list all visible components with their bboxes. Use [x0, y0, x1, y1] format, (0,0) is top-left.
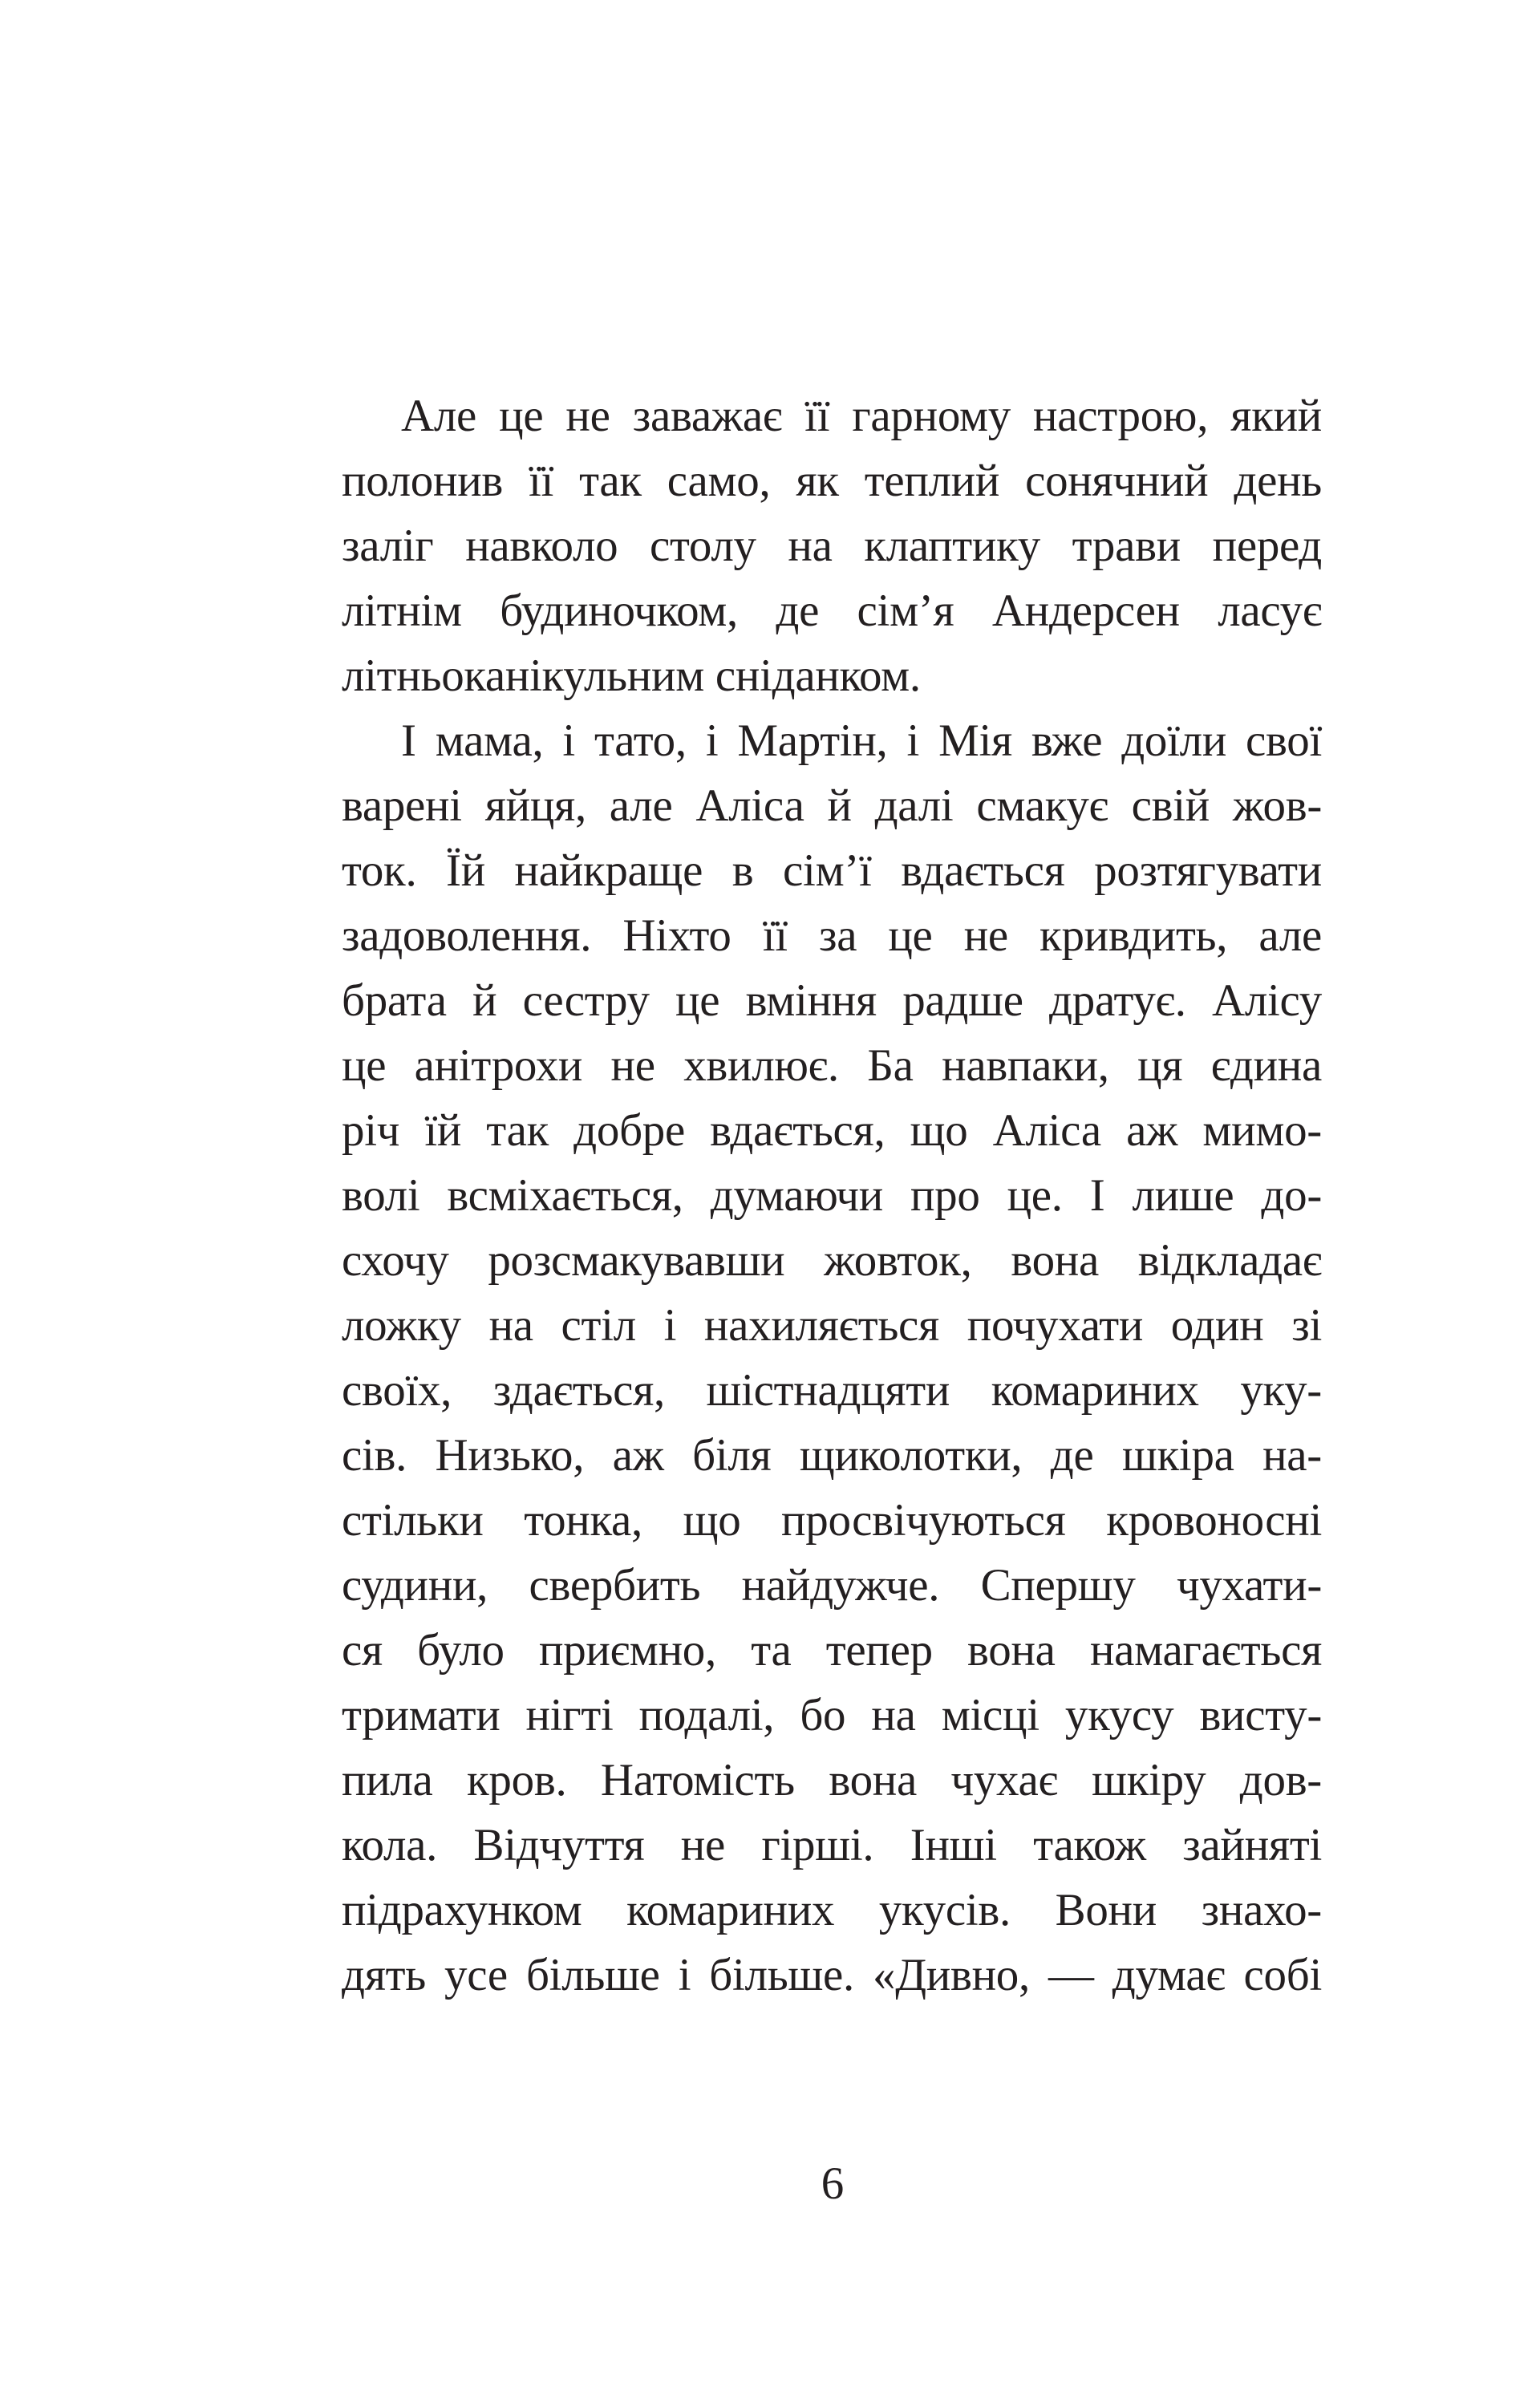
text-line: полонив її так само, як теплий сонячний день — [342, 456, 1322, 506]
text-line: пила кров. Натомість вона чухає шкіру дов- — [342, 1755, 1322, 1805]
body-text — [342, 383, 1322, 2008]
text-line: волі всміхається, думаючи про це. І лише до- — [342, 1170, 1322, 1221]
text-line: ложку на стіл і нахиляється почухати один зі — [342, 1300, 1322, 1351]
text-line: кола. Відчуття не гірші. Інші також зайняті — [342, 1820, 1322, 1870]
text-line: І мама, і тато, і Мартін, і Мія вже доїли свої — [401, 715, 1322, 766]
text-line: брата й сестру це вміння радше дратує. Алісу — [342, 975, 1322, 1026]
paragraph — [342, 708, 1322, 2008]
page-number: 6 — [821, 2158, 845, 2209]
text-line: задоволення. Ніхто її за це не кривдить, але — [342, 910, 1322, 961]
text-line: літньоканікульним сніданком. — [342, 650, 921, 701]
text-line: ся було приємно, та тепер вона намагається — [342, 1625, 1322, 1676]
text-line: літнім будиночком, де сім’я Андерсен ласує — [342, 586, 1322, 636]
text-line: судини, свербить найдужче. Спершу чухати- — [342, 1560, 1322, 1611]
text-line: річ їй так добре вдається, що Аліса аж мимо- — [342, 1105, 1322, 1156]
text-line: заліг навколо столу на клаптику трави перед — [342, 521, 1322, 571]
text-line: схочу розсмакувавши жовток, вона відкладає — [342, 1235, 1322, 1286]
text-line: ток. Їй найкраще в сім’ї вдається розтягувати — [342, 845, 1322, 896]
text-line: дять усе більше і більше. «Дивно, — думає собі — [342, 1950, 1322, 2000]
text-line: це анітрохи не хвилює. Ба навпаки, ця єдина — [342, 1040, 1322, 1091]
text-line: стільки тонка, що просвічуються кровоносні — [342, 1495, 1322, 1546]
paragraph — [342, 383, 1322, 708]
text-line: тримати нігті подалі, бо на місці укусу висту- — [342, 1690, 1322, 1740]
text-line: Але це не заважає її гарному настрою, який — [401, 391, 1322, 441]
text-line: своїх, здається, шістнадцяти комариних уку- — [342, 1365, 1322, 1416]
text-line: сів. Низько, аж біля щиколотки, де шкіра на- — [342, 1430, 1322, 1481]
text-line: варені яйця, але Аліса й далі смакує свій жов- — [342, 780, 1322, 831]
text-line: підрахунком комариних укусів. Вони знахо- — [342, 1885, 1322, 1935]
